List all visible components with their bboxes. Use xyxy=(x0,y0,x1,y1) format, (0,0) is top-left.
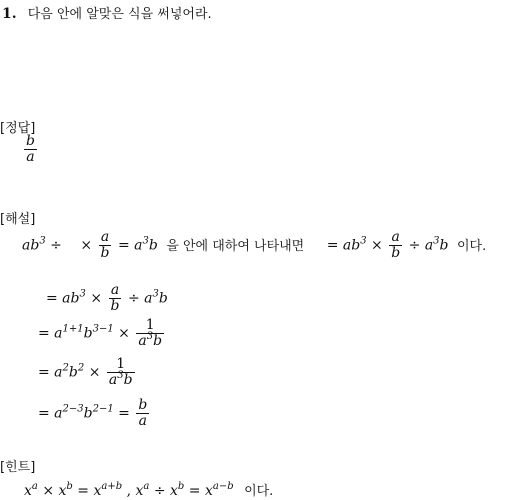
answer-heading: [정답] xyxy=(0,121,36,136)
derivation-step-2: = $a^{1+1}b^{3-1}$ × $\frac{1}{a^3b}$ xyxy=(38,317,163,349)
answer-denominator: a xyxy=(24,149,37,165)
explanation-heading: [해설] xyxy=(0,212,36,227)
explanation-line-1: $ab^3$ ÷ × $\frac{a}{b}$ = $a^3b$ 을 안에 대하여 나타내면 = $ab^3$ × $\frac{a}{b}$ ÷ $a^3b$ 이다. xyxy=(22,229,487,261)
answer-numerator: b xyxy=(26,133,35,149)
question-prompt: 다음 안에 알맞은 식을 써넣어라. xyxy=(27,7,212,22)
hint-formula: $x^a \times x^b = x^{a+b}$ , $x^a \div x^b = x^{a-b}$ 이다. xyxy=(24,481,274,499)
derivation-step-4: = $a^{2-3}b^{2-1}$ = $\frac{b}{a}$ xyxy=(38,397,148,429)
explanation-tail-2: 이다. xyxy=(456,238,487,254)
question-number: 1. xyxy=(2,6,17,22)
explanation-tail-1: 을 안에 대하여 나타내면 xyxy=(166,238,305,254)
question-line xyxy=(2,3,212,22)
answer-fraction xyxy=(22,134,39,165)
derivation-step-1: = $ab^3$ × $\frac{a}{b}$ ÷ $a^3b$ xyxy=(46,282,168,314)
hint-tail: 이다. xyxy=(244,484,274,499)
hint-heading: [힌트] xyxy=(0,460,36,475)
derivation-step-3: = $a^2b^2$ × $\frac{1}{a^3b}$ xyxy=(38,356,133,388)
